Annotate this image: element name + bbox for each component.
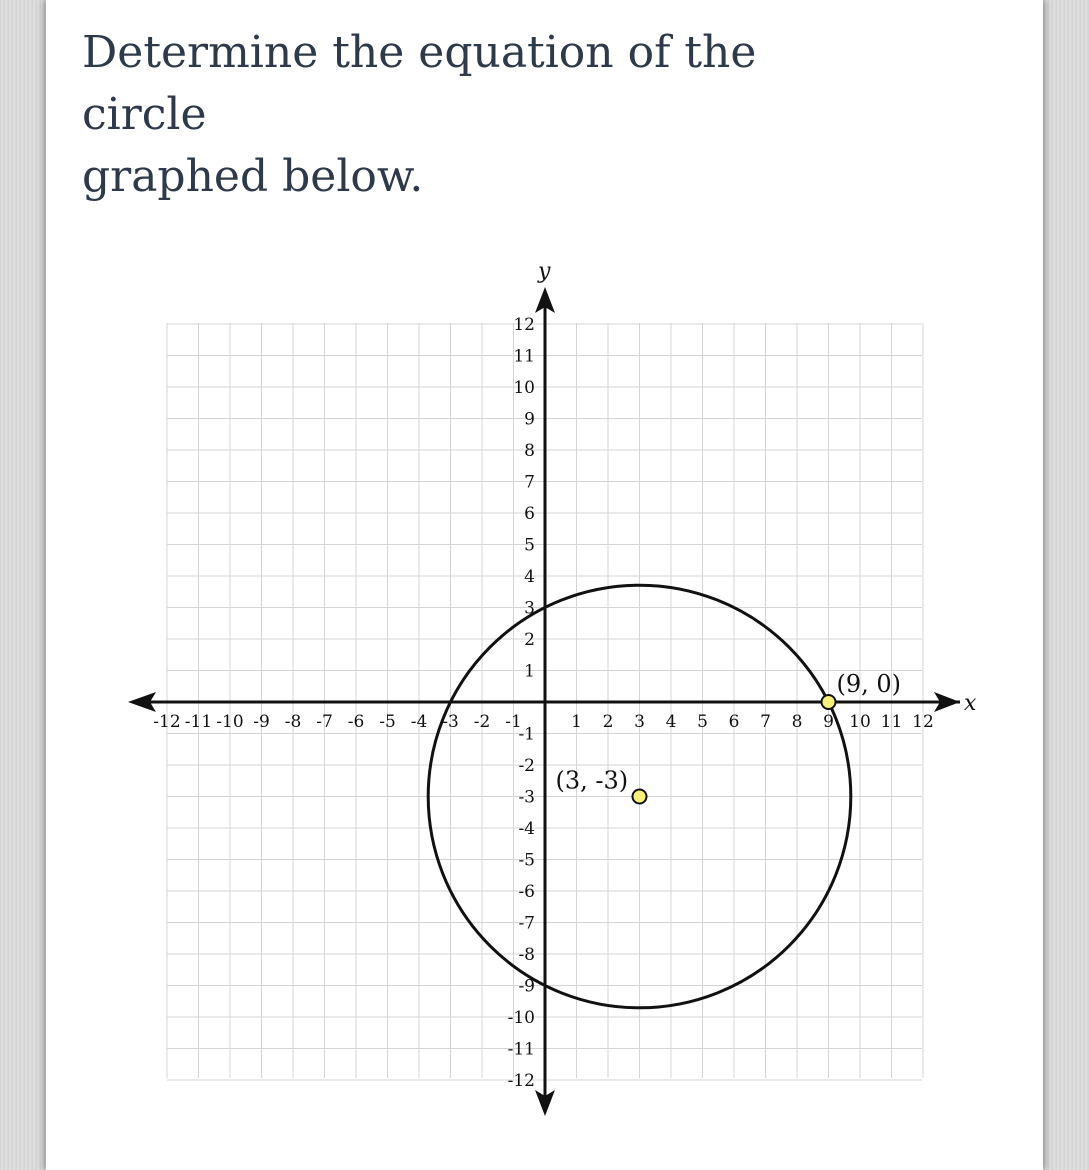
x-tick-label: -5 (379, 712, 396, 732)
y-tick-label: -9 (518, 976, 535, 997)
x-tick-label: 8 (791, 712, 803, 732)
y-tick-label: -7 (518, 913, 535, 934)
y-tick-label: 7 (524, 472, 535, 493)
x-tick-label: -12 (153, 712, 181, 732)
y-tick-label: -10 (507, 1008, 535, 1028)
x-tick-label: -3 (442, 712, 459, 732)
y-tick-label: 5 (524, 535, 535, 556)
y-tick-label: -1 (518, 724, 535, 745)
y-tick-label: 6 (524, 504, 535, 524)
x-tick-label: -2 (473, 712, 491, 732)
x-tick-label: -6 (347, 712, 365, 732)
y-tick-label: 3 (524, 598, 535, 619)
x-tick-label: 1 (571, 712, 582, 732)
y-tick-label: 2 (524, 630, 535, 650)
y-tick-label: 11 (513, 346, 535, 367)
point-label: (9, 0) (836, 670, 902, 698)
y-tick-label: 1 (524, 661, 535, 682)
x-tick-label: 9 (823, 712, 834, 732)
y-tick-label: 12 (513, 315, 535, 335)
x-tick-label: -9 (253, 712, 270, 732)
x-axis-label: x (964, 691, 977, 716)
x-tick-label: 10 (849, 712, 871, 732)
y-tick-label: -3 (518, 787, 535, 808)
y-tick-label: -5 (518, 850, 535, 871)
x-tick-label: 2 (602, 712, 614, 732)
x-tick-label: -4 (410, 712, 428, 732)
y-tick-label: 10 (513, 378, 535, 398)
x-tick-label: 12 (912, 712, 934, 732)
x-tick-label: -1 (505, 712, 522, 732)
y-tick-label: -4 (518, 819, 535, 839)
point-marker (633, 790, 647, 804)
y-tick-label: -2 (518, 756, 535, 776)
x-tick-label: 5 (697, 712, 708, 732)
y-tick-label: -11 (507, 1039, 535, 1060)
x-tick-label: 7 (760, 712, 771, 732)
y-tick-label: -12 (507, 1071, 535, 1091)
y-tick-label: -8 (518, 945, 535, 965)
x-tick-label: 4 (665, 712, 677, 732)
x-tick-label: -7 (316, 712, 333, 732)
point-label: (3, -3) (555, 766, 629, 795)
x-tick-label: -11 (184, 712, 213, 732)
x-tick-label: -8 (284, 712, 302, 732)
question-line-1: Determine the equation of the circle (82, 27, 757, 140)
x-tick-label: 3 (634, 712, 645, 732)
y-tick-label: 9 (524, 409, 535, 430)
question-line-2: graphed below. (82, 151, 424, 202)
point-marker (822, 695, 836, 709)
y-tick-label: -6 (518, 882, 535, 902)
y-tick-label: 4 (524, 567, 535, 587)
y-axis-label: y (538, 259, 551, 284)
x-tick-label: -10 (216, 712, 244, 732)
x-tick-label: 6 (728, 712, 740, 732)
y-tick-label: 8 (524, 441, 535, 461)
x-tick-label: 11 (880, 712, 903, 732)
